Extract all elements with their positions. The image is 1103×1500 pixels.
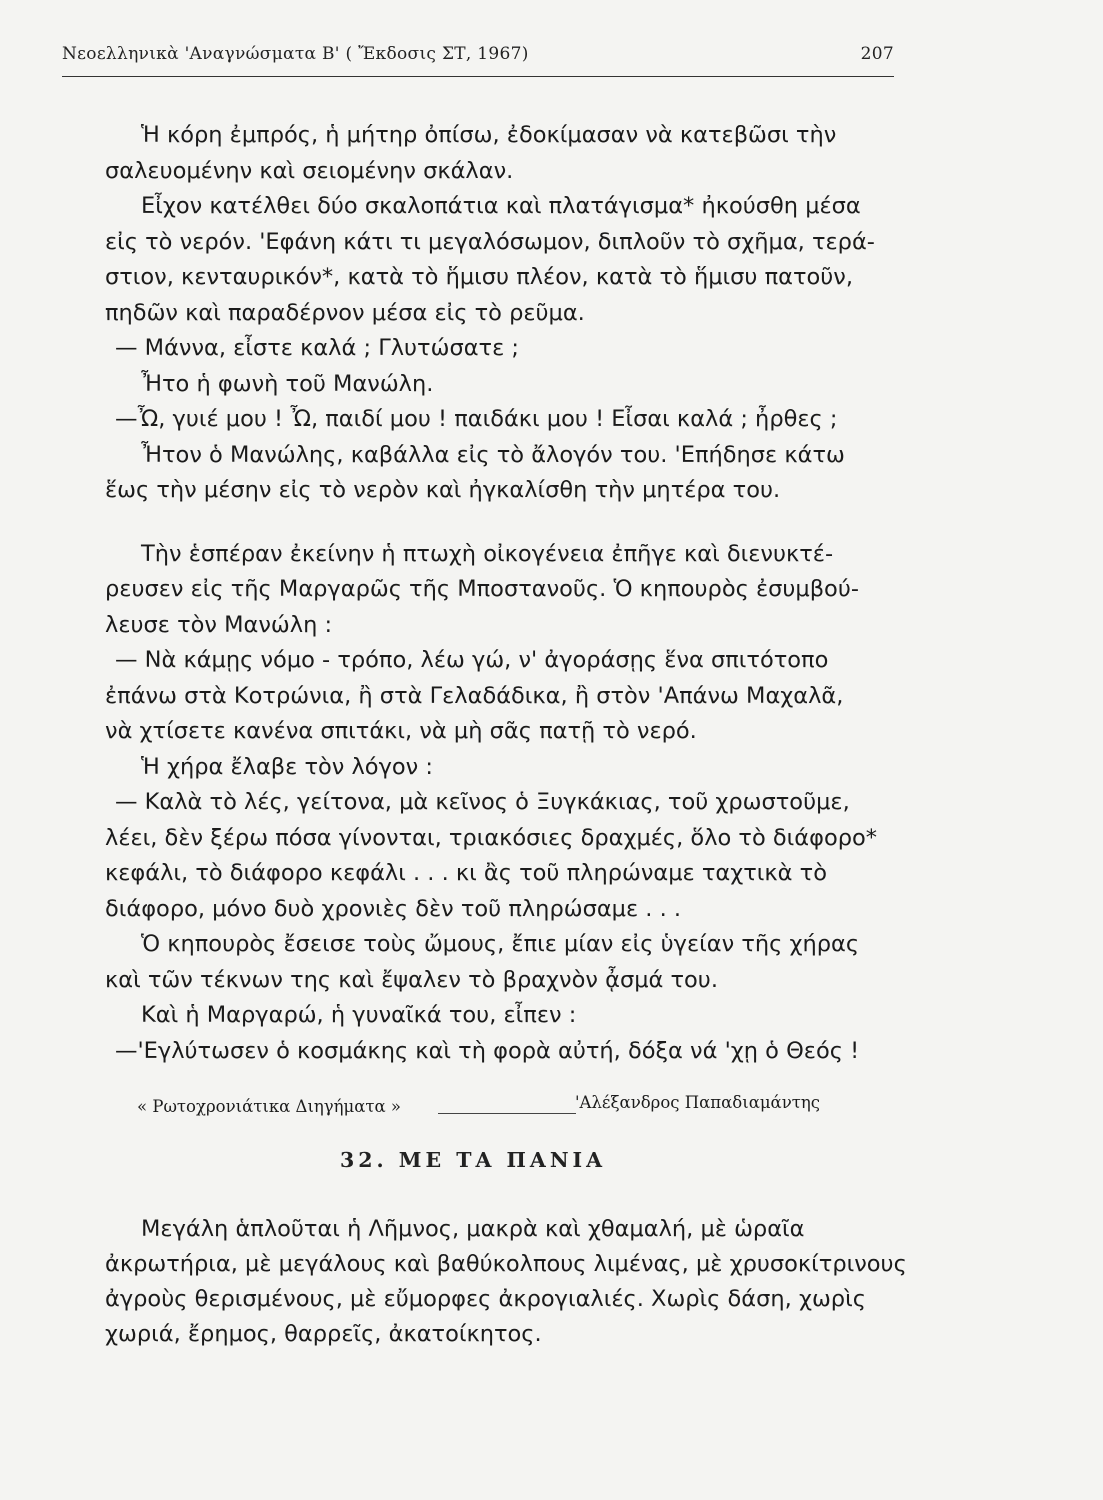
text-line: πηδῶν καὶ παραδέρνον μέσα εἰς τὸ ρεῦμα. [105,299,585,326]
chapter-title: 32. ΜΕ ΤΑ ΠΑΝΙΑ [340,1148,607,1172]
dialogue-line: — Μάννα, εἶστε καλά ; Γλυτώσατε ; [115,335,519,361]
text-line: λέει, δὲν ξέρω πόσα γίνονται, τριακόσιες δραχμές, ὅλο τὸ διάφορο* [105,824,878,851]
dialogue-line: —'Εγλύτωσεν ὁ κοσμάκης καὶ τὴ φορὰ αὐτή, δόξα νά 'χῃ ὁ Θεός ! [115,1037,860,1064]
story-text [105,118,920,1119]
text-line: διάφορο, μόνο δυὸ χρονιὲς δὲν τοῦ πληρώσαμε . . . [105,895,682,922]
page-number: 207 [860,44,894,64]
chapter-text [105,1212,920,1352]
text-line: Ἦτο ἡ φωνὴ τοῦ Μανώλη. [141,370,434,397]
text-line: σαλευομένην καὶ σειομένην σκάλαν. [105,157,514,184]
text-line: στιον, κενταυρικόν*, κατὰ τὸ ἥμισυ πλέον, κατὰ τὸ ἥμισυ πατοῦν, [105,264,853,290]
text-line: Καὶ ἡ Μαργαρώ, ἡ γυναῖκά του, εἶπεν : [141,1002,577,1028]
text-line: Ἡ χήρα ἔλαβε τὸν λόγον : [141,753,433,780]
text-line: καὶ τῶν τέκνων της καὶ ἔψαλεν τὸ βραχνὸν ᾆσμά του. [105,966,718,993]
text-line: κεφάλι, τὸ διάφορο κεφάλι . . . κι ἂς τοῦ πληρώναμε ταχτικὰ τὸ [105,860,827,886]
text-line: νὰ χτίσετε κανένα σπιτάκι, νὰ μὴ σᾶς πατῇ τὸ νερό. [105,718,697,744]
text-line: ἀγροὺς θερισμένους, μὲ εὔμορφες ἀκρογιαλιές. Χωρὶς δάση, χωρὶς [105,1286,866,1312]
text-line: ρευσεν εἰς τῆς Μαργαρῶς τῆς Μποστανοῦς. Ὁ κηπουρὸς ἐσυμβού- [105,576,859,602]
dialogue-line: —Ὦ, γυιέ μου ! Ὦ, παιδί μου ! παιδάκι μου ! Εἶσαι καλά ; ἦρθες ; [115,406,838,432]
text-line: Ὁ κηπουρὸς ἔσεισε τοὺς ὤμους, ἔπιε μίαν εἰς ὑγείαν τῆς χήρας [141,931,860,957]
text-line: εἰς τὸ νερόν. 'Εφάνη κάτι τι μεγαλόσωμον, διπλοῦν τὸ σχῆμα, τερά- [105,228,875,255]
running-title: Νεοελληνικὰ 'Αναγνώσματα Β' ( Ἔκδοσις ΣΤ, 1967) [62,44,529,64]
section-separator [438,1113,576,1114]
running-header [62,44,894,64]
source-title: « Ρωτοχρονιάτικα Διηγήματα » [137,1097,402,1116]
dialogue-line: — Καλὰ τὸ λές, γείτονα, μὰ κεῖνος ὁ Ξυγκάκιας, τοῦ χρωστοῦμε, [115,789,850,815]
text-line: λευσε τὸν Μανώλη : [105,611,333,638]
text-line: ἀκρωτήρια, μὲ μεγάλους καὶ βαθύκολπους λιμένας, μὲ χρυσοκίτρινους [105,1251,907,1277]
text-line: Μεγάλη ἁπλοῦται ἡ Λῆμνος, μακρὰ καὶ χθαμαλή, μὲ ὡραῖα [141,1216,805,1242]
author-name: 'Αλέξανδρος Παπαδιαμάντης [575,1093,820,1112]
text-line: ἐπάνω στὰ Κοτρώνια, ἢ στὰ Γελαδάδικα, ἢ στὸν 'Απάνω Μαχαλᾶ, [105,682,844,709]
dialogue-line: — Νὰ κάμῃς νόμο - τρόπο, λέω γώ, ν' ἀγοράσῃς ἕνα σπιτότοπο [115,647,829,673]
text-line: ἕως τὴν μέσην εἰς τὸ νερὸν καὶ ἠγκαλίσθη τὴν μητέρα του. [105,477,781,503]
text-line: Ἡ κόρη ἐμπρός, ἡ μήτηρ ὀπίσω, ἐδοκίμασαν νὰ κατεβῶσι τὴν [141,122,837,148]
text-line: Εἶχον κατέλθει δύο σκαλοπάτια καὶ πλατάγισμα* ἠκούσθη μέσα [141,193,861,219]
text-line: Τὴν ἑσπέραν ἐκείνην ἡ πτωχὴ οἰκογένεια ἐπῆγε καὶ διενυκτέ- [141,540,834,567]
paragraph-gap [105,509,920,537]
text-line: Ἦτον ὁ Μανώλης, καβάλλα εἰς τὸ ἄλογόν του. 'Επήδησε κάτω [141,441,845,468]
header-rule [62,76,894,77]
text-line: χωριά, ἔρημος, θαρρεῖς, ἀκατοίκητος. [105,1321,542,1347]
